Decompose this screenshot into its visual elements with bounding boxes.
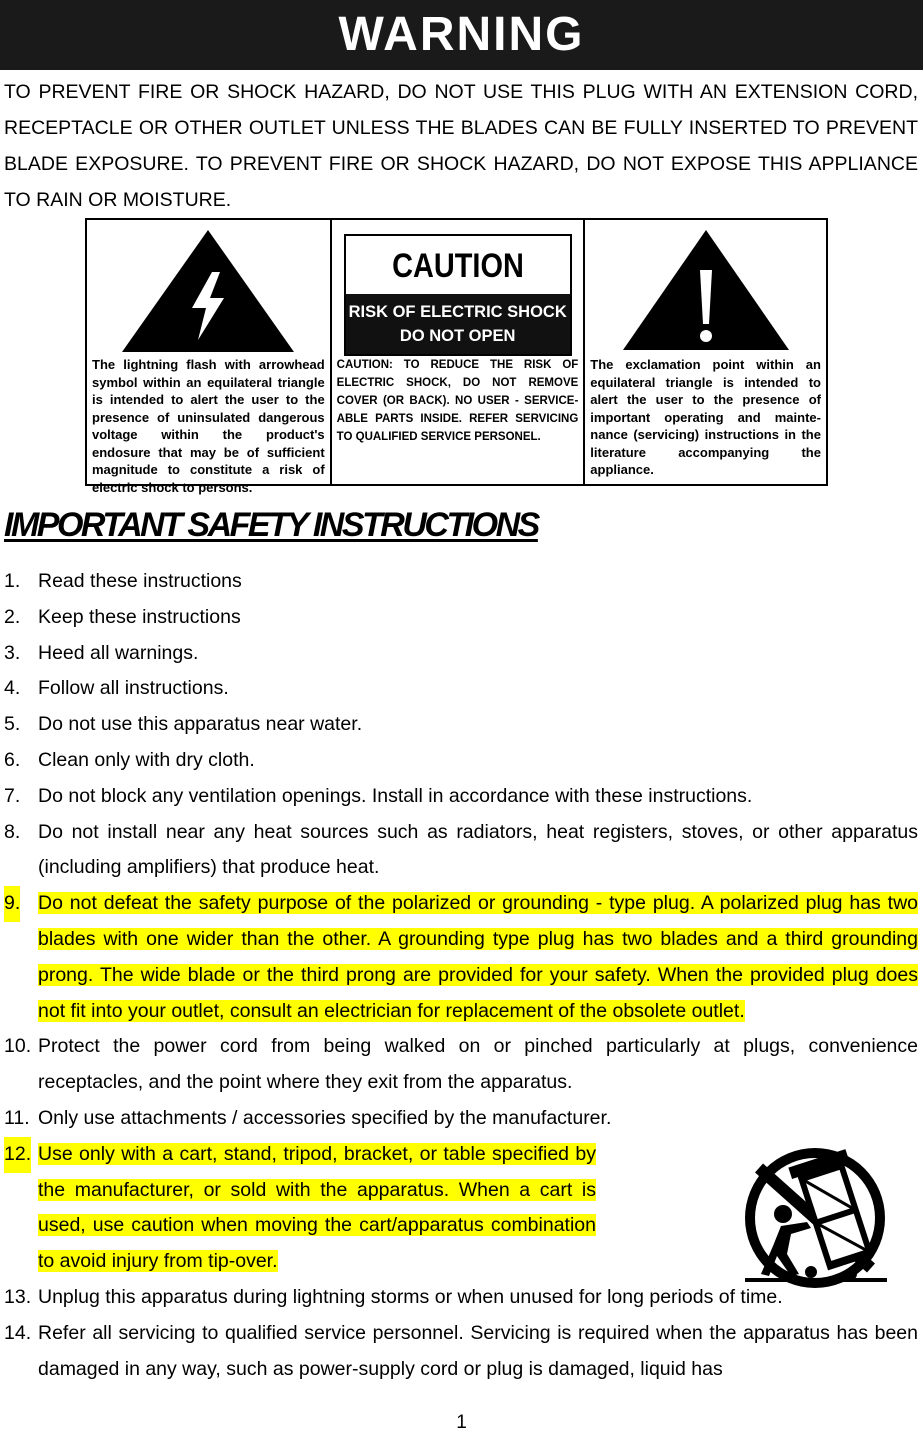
list-item: 14. Refer all servicing to qualified service personnel. Servicing is required when the apparatus has been damaged in any way, such as power-supply cord or plug is damaged, liquid has (4, 1321, 918, 1380)
caution-title: CAUTION (391, 247, 524, 285)
list-item: 13. Unplug this apparatus during lightning storms or when unused for long periods of time. (4, 1285, 783, 1308)
lightning-cell (87, 220, 330, 495)
list-item: 6. Clean only with dry cloth. (4, 748, 255, 771)
list-item: 3. Heed all warnings. (4, 641, 199, 664)
exclamation-warning-icon (621, 228, 791, 352)
caution-cell (330, 220, 584, 484)
lightning-warning-icon (120, 228, 296, 354)
cart-tip-over-warning-icon (729, 1148, 901, 1290)
list-item-highlighted: 9. Do not defeat the safety purpose of the polarized or grounding - type plug. A polarized plug has two blades with one wider than the other. A grounding type plug has two blades and a third grounding prong. The wide blade or the third prong are provided for your safety. When the provided plug does not fit into your outlet, consult an electrician for replacement of the obsolete outlet. (4, 886, 918, 1029)
exclamation-description: The exclamation point within an equilateral triangle is intended to alert the user to the presence of important operating and mainte-nance (servicing) instructions in the literature accompanying the appliance. (590, 357, 821, 477)
list-item: 8. Do not install near any heat sources such as radiators, heat registers, stoves, or other apparatus (including amplifiers) that produce heat. (4, 820, 918, 879)
list-item: 1. Read these instructions (4, 570, 242, 592)
page-number: 1 (456, 1412, 467, 1433)
warning-banner: WARNING (0, 0, 923, 70)
list-item: 4. Follow all instructions. (4, 677, 229, 700)
list-item-highlighted: 12. Use only with a cart, stand, tripod, bracket, or table specified by the manufacturer, or sold with the apparatus. When a cart is used, use caution when moving the cart/apparatus combination to avoid injury from tip-over. (4, 1137, 596, 1280)
caution-description: CAUTION: TO REDUCE THE RISK OF ELECTRIC SHOCK, DO NOT REMOVE COVER (OR BACK). NO USER - SERVICE-ABLE PARTS INSIDE. REFER SERVICING TO QUALIFIED SERVICE PERSONEL. (336, 359, 579, 443)
safety-heading: IMPORTANT SAFETY INSTRUCTIONS (4, 506, 538, 544)
list-item: 11. Only use attachments / accessories specified by the manufacturer. (4, 1106, 612, 1129)
list-item: 7. Do not block any ventilation openings. Install in accordance with these instructions. (4, 784, 753, 807)
caution-sub-line2: DO NOT OPEN (399, 327, 516, 345)
exclamation-cell (583, 220, 826, 484)
list-item: 5. Do not use this apparatus near water. (4, 713, 363, 736)
warning-text: TO PREVENT FIRE OR SHOCK HAZARD, DO NOT USE THIS PLUG WITH AN EXTENSION CORD, RECEPTACLE OR OTHER OUTLET UNLESS THE BLADES CAN BE FULLY INSERTED TO PREVENT BLADE EXPOSURE. TO PREVENT FIRE OR SHOCK HAZARD, DO NOT EXPOSE THIS APPLIANCE TO RAIN OR MOISTURE. (4, 81, 918, 211)
caution-panel (85, 218, 828, 495)
list-item: 2. Keep these instructions (4, 605, 241, 628)
caution-label (344, 234, 572, 356)
caution-subtitle (346, 294, 570, 354)
lightning-description: The lightning flash with arrowhead symbol within an equilateral triangle is intended to alert the user to the presence of uninsulated dangerous voltage within the product's endosure that may be of sufficient magnitude to constitute a risk of electric shock to persons. (92, 357, 325, 495)
list-item: 10. Protect the power cord from being walked on or pinched particularly at plugs, convenience receptacles, and the point where they exit from the apparatus. (4, 1035, 918, 1094)
caution-sub-line1: RISK OF ELECTRIC SHOCK (348, 303, 567, 321)
